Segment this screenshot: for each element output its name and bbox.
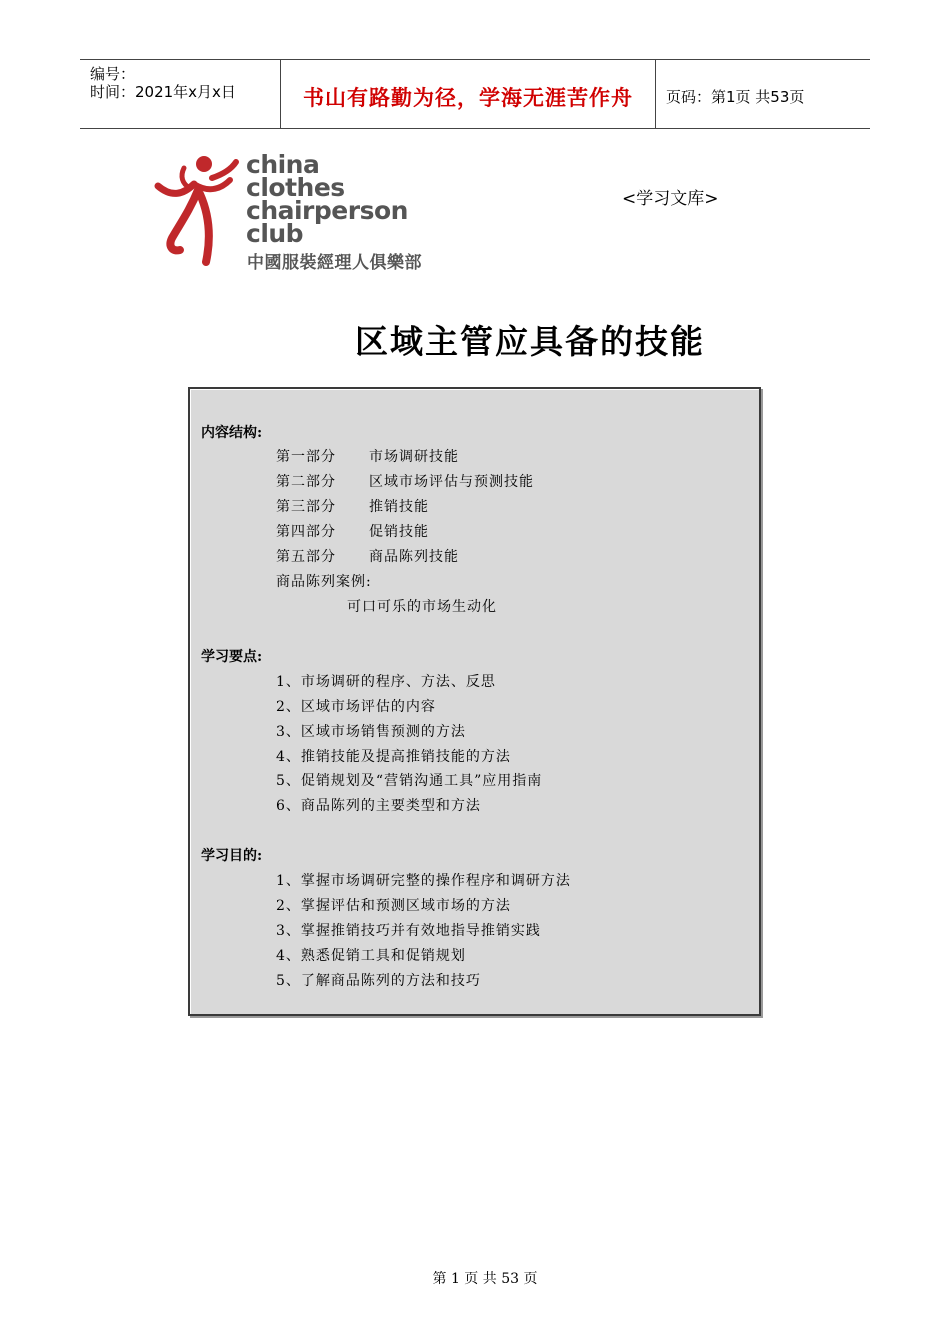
logo-word: club: [246, 219, 304, 248]
club-logo: [150, 150, 450, 275]
goal-item: 4、熟悉促销工具和促销规划: [276, 948, 466, 964]
point-item: 3、区域市场销售预测的方法: [276, 724, 466, 740]
part-row: [276, 446, 459, 466]
header-motto-cell: [280, 60, 656, 128]
part-name: 促销技能: [369, 524, 429, 540]
part-row: [276, 496, 429, 516]
content-summary-box: [188, 387, 761, 1016]
case-title: 可口可乐的市场生动化: [347, 599, 497, 615]
part-index: 第三部分: [276, 499, 336, 515]
logo-word: chairperson: [246, 196, 408, 225]
part-index: 第五部分: [276, 549, 336, 565]
part-index: 第二部分: [276, 474, 336, 490]
document-number-label: 编号：: [90, 65, 136, 83]
part-name: 区域市场评估与预测技能: [369, 474, 534, 490]
point-item: 1、市场调研的程序、方法、反思: [276, 674, 496, 690]
goal-item: 2、掌握评估和预测区域市场的方法: [276, 898, 511, 914]
point-item: 4、推销技能及提高推销技能的方法: [276, 749, 511, 765]
goal-item: 5、了解商品陈列的方法和技巧: [276, 973, 481, 989]
goals-heading: 学习目的:: [201, 848, 263, 864]
part-name: 推销技能: [369, 499, 429, 515]
logo-wordmark: [246, 150, 408, 248]
point-item: 5、促销规划及“营销沟通工具”应用指南: [276, 773, 543, 789]
logo-word: clothes: [246, 173, 345, 202]
library-tag: <学习文库>: [622, 189, 719, 209]
part-row: [276, 521, 429, 541]
part-index: 第四部分: [276, 524, 336, 540]
logo-word: china: [246, 150, 320, 179]
header-meta-cell: [80, 60, 280, 128]
case-label: 商品陈列案例:: [276, 574, 372, 590]
part-row: [276, 471, 534, 491]
goal-item: 1、掌握市场调研完整的操作程序和调研方法: [276, 873, 571, 889]
logo-chinese-name: 中國服裝經理人俱樂部: [247, 253, 422, 273]
part-name: 市场调研技能: [369, 449, 459, 465]
part-row: [276, 546, 459, 566]
goal-item: 3、掌握推销技巧并有效地指导推销实践: [276, 923, 541, 939]
part-name: 商品陈列技能: [369, 549, 459, 565]
motto-text: 书山有路勤为径，学海无涯苦作舟: [303, 86, 633, 110]
points-heading: 学习要点:: [201, 649, 263, 665]
point-item: 6、商品陈列的主要类型和方法: [276, 798, 481, 814]
running-figure-icon: [150, 154, 242, 269]
header-page-cell: [656, 60, 870, 128]
structure-heading: 内容结构:: [201, 425, 263, 441]
page-footer: 第 1 页 共 53 页: [432, 1271, 538, 1287]
point-item: 2、区域市场评估的内容: [276, 699, 436, 715]
document-title: 区域主管应具备的技能: [355, 322, 705, 361]
part-index: 第一部分: [276, 449, 336, 465]
page-header: [80, 59, 870, 129]
document-time-label: 时间：2021年x月x日: [90, 83, 236, 101]
header-page-number: 页码：第1页 共53页: [666, 88, 805, 106]
